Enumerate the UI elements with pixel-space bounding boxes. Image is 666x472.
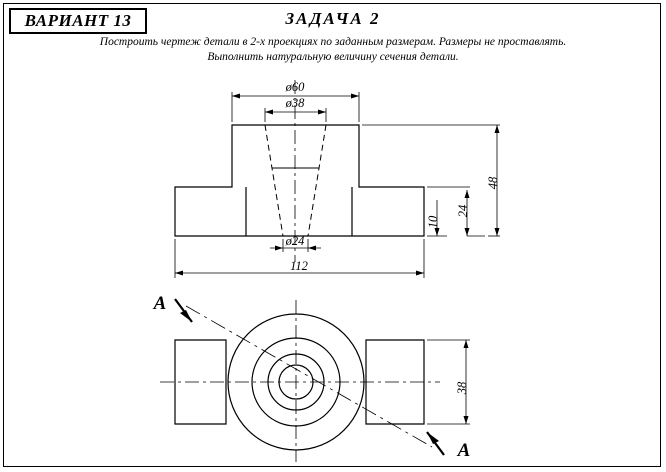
front-dimension-arrows (175, 94, 500, 276)
dim-text-48: 48 (486, 176, 500, 190)
arrow-48-bottom (495, 228, 500, 236)
dim-text-d60: ø60 (285, 80, 305, 94)
arrow-38-bottom (464, 416, 469, 424)
section-letter-top: A (153, 293, 167, 314)
section-cut-line (186, 306, 432, 447)
dim-text-24: 24 (456, 204, 470, 218)
dim-text-38: 38 (455, 381, 469, 395)
hidden-cone-right (308, 125, 326, 236)
front-dimension-lines (175, 92, 500, 278)
section-letter-bottom: A (457, 440, 471, 461)
page-title: ЗАДАЧА 2 (285, 9, 381, 28)
dim-text-d24: ø24 (285, 234, 305, 248)
arrow-d60-left (232, 94, 240, 99)
arrow-24-bottom (465, 228, 470, 236)
arrow-d60-right (351, 94, 359, 99)
arrow-112-left (175, 271, 183, 276)
variant-label: ВАРИАНТ 13 (24, 11, 132, 30)
dim-text-d38: ø38 (285, 96, 305, 110)
front-view-hidden-edges (265, 125, 326, 236)
arrow-d38-right (318, 110, 326, 115)
arrow-24-top (465, 190, 470, 198)
arrow-d24-right (308, 246, 316, 251)
dim-text-10: 10 (426, 215, 440, 229)
arrow-38-top (464, 340, 469, 348)
arrow-112-right (416, 271, 424, 276)
instruction-line-1: Построить чертеж детали в 2-х проекциях по заданным размерам. Размеры не проставлять. (99, 36, 567, 48)
section-arrowhead-top (180, 310, 192, 322)
section-arrowhead-bottom (427, 432, 439, 444)
section-line-aa (186, 306, 432, 447)
arrow-d24-left (275, 246, 283, 251)
arrow-d38-left (265, 110, 273, 115)
front-view-outline (175, 125, 424, 236)
front-view (175, 125, 424, 236)
dim-text-112: 112 (290, 259, 308, 273)
arrow-48-top (495, 125, 500, 133)
hidden-cone-left (265, 125, 283, 236)
top-view-centerlines (160, 300, 440, 462)
instruction-line-2: Выполнить натуральную величину сечения детали. (207, 51, 459, 63)
